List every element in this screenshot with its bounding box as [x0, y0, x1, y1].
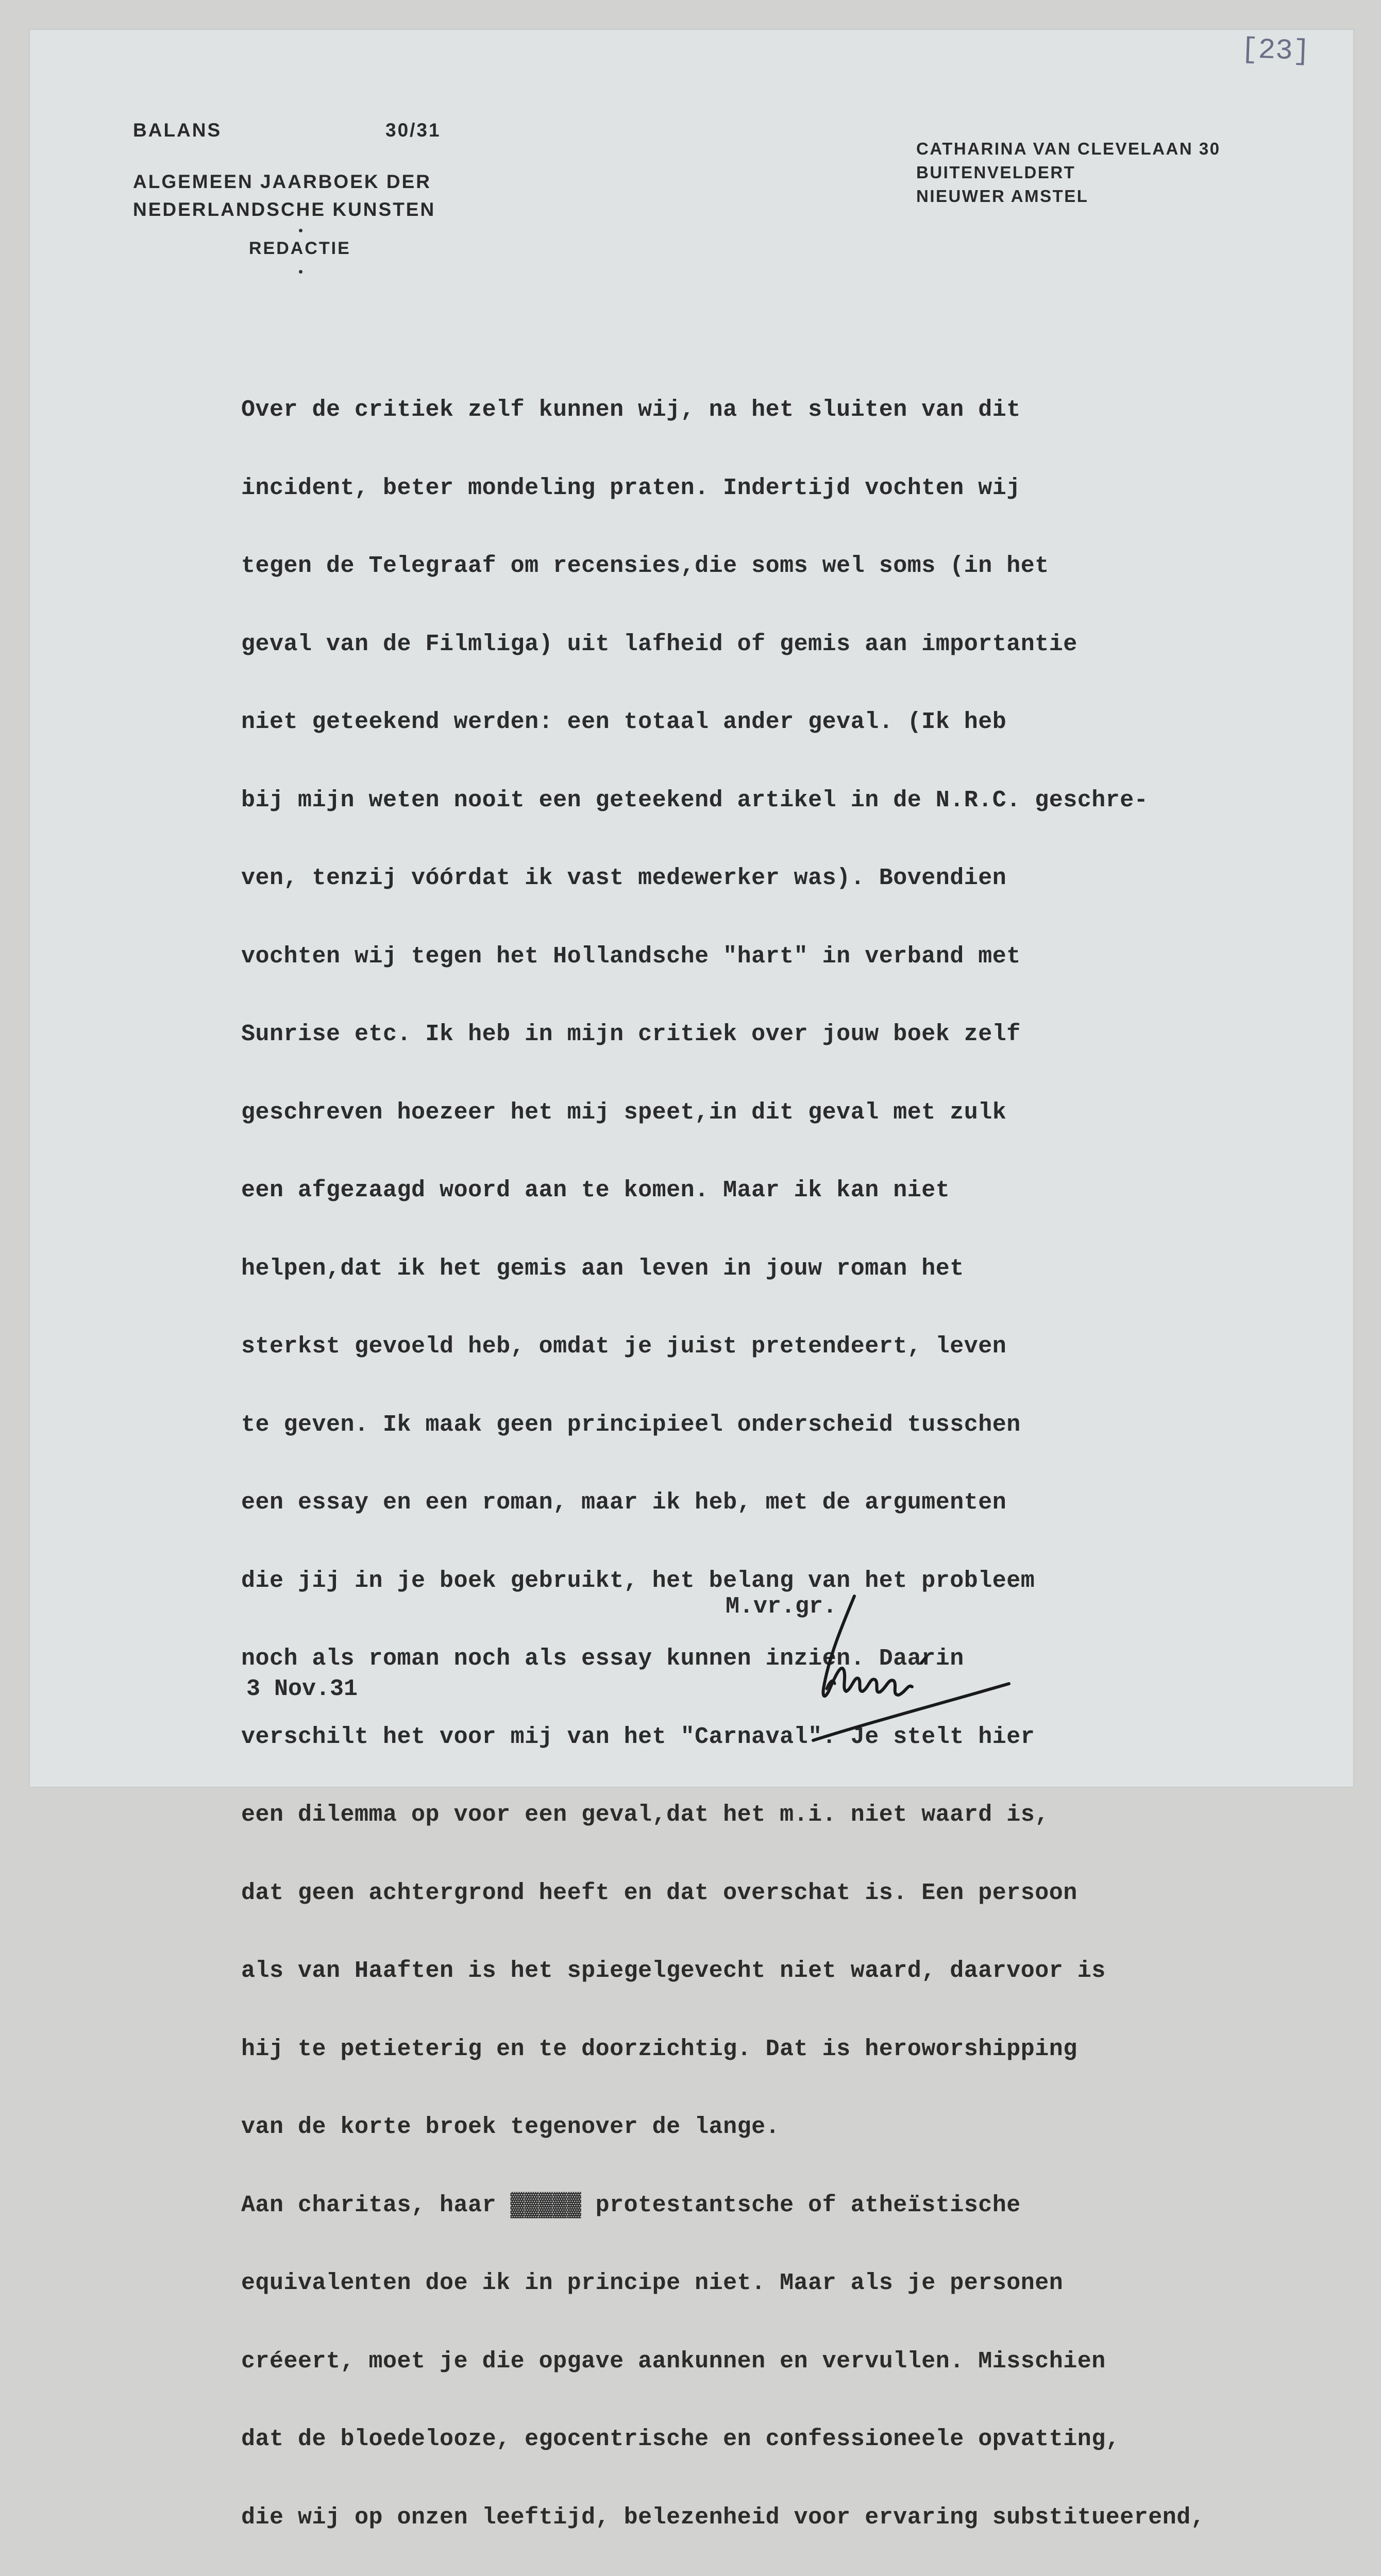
body-line: dat de bloedelooze, egocentrische en confessioneele opvatting,	[241, 2426, 1120, 2452]
body-line: geschreven hoezeer het mij speet,in dit geval met zulk	[241, 1099, 1007, 1126]
body-line: een essay en een roman, maar ik heb, met de argumenten	[241, 1489, 1007, 1516]
body-line: een afgezaagd woord aan te komen. Maar ik kan niet	[241, 1177, 950, 1204]
address-street: CATHARINA VAN CLEVELAAN 30	[916, 139, 1221, 158]
journal-subtitle-1: ALGEMEEN JAARBOEK DER	[133, 171, 431, 192]
body-line: niet geteekend werden: een totaal ander geval. (Ik heb	[241, 709, 1007, 735]
journal-row	[133, 116, 441, 144]
archive-number: [23]	[1240, 32, 1311, 69]
journal-name: BALANS	[133, 120, 222, 141]
letterhead-dot-top	[299, 229, 302, 232]
body-line: incident, beter mondeling praten. Indertijd vochten wij	[241, 474, 1021, 501]
body-line: die wij op onzen leeftijd, belezenheid voor ervaring substitueerend,	[241, 2504, 1205, 2531]
body-line: créeert, moet je die opgave aankunnen en vervullen. Misschien	[241, 2348, 1106, 2375]
journal-subtitle-2: NEDERLANDSCHE KUNSTEN	[133, 199, 436, 220]
body-line: die jij in je boek gebruikt, het belang van het probleem	[241, 1567, 1035, 1594]
department-label: REDACTIE	[249, 239, 351, 258]
body-line: ven, tenzij vóórdat ik vast medewerker was). Bovendien	[241, 865, 1007, 891]
body-line: geval van de Filmliga) uit lafheid of gemis aan importantie	[241, 631, 1077, 657]
body-line: te geven. Ik maak geen principieel onderscheid tusschen	[241, 1411, 1021, 1438]
body-line: Sunrise etc. Ik heb in mijn critiek over jouw boek zelf	[241, 1021, 1021, 1047]
body-line: Aan charitas, haar ▓▓▓▓▓ protestantsche of atheïstische	[241, 2192, 1021, 2218]
body-line: als van Haaften is het spiegelgevecht niet waard, daarvoor is	[241, 1958, 1106, 1984]
letter-date: 3 Nov.31	[246, 1676, 358, 1702]
body-line: tegen de Telegraaf om recensies,die soms wel soms (in het	[241, 553, 1049, 579]
address-municipality: NIEUWER AMSTEL	[916, 187, 1089, 206]
letterhead-address	[916, 137, 1221, 208]
body-line: equivalenten doe ik in principe niet. Maar als je personen	[241, 2270, 1064, 2296]
closing-salutation: M.vr.gr.	[726, 1594, 837, 1620]
body-line: Over de critiek zelf kunnen wij, na het sluiten van dit	[241, 397, 1021, 423]
body-line: hij te petieterig en te doorzichtig. Dat is heroworshipping	[241, 2036, 1077, 2062]
body-line: van de korte broek tegenover de lange.	[241, 2114, 780, 2140]
letter-sheet	[30, 30, 1353, 2531]
body-line: vochten wij tegen het Hollandsche "hart" in verband met	[241, 943, 1021, 970]
body-line: verschilt het voor mij van het "Carnaval". Je stelt hier	[241, 1723, 1035, 1750]
journal-issue: 30/31	[385, 120, 441, 141]
handwritten-signature	[793, 1586, 1060, 1756]
letterhead-left	[133, 116, 441, 224]
letter-body	[241, 345, 1334, 2576]
body-line: een dilemma op voor een geval,dat het m.i. niet waard is,	[241, 1802, 1049, 1828]
letterhead-dot-bottom	[299, 270, 302, 274]
body-line: helpen,dat ik het gemis aan leven in jouw roman het	[241, 1255, 964, 1282]
body-line: dat geen achtergrond heeft en dat overschat is. Een persoon	[241, 1879, 1077, 1906]
address-district: BUITENVELDERT	[916, 163, 1076, 182]
body-line: noch als roman noch als essay kunnen inzien. Daarin	[241, 1646, 964, 1672]
body-line: bij mijn weten nooit een geteekend artikel in de N.R.C. geschre-	[241, 787, 1149, 814]
body-line: sterkst gevoeld heb, omdat je juist pretendeert, leven	[241, 1333, 1007, 1360]
